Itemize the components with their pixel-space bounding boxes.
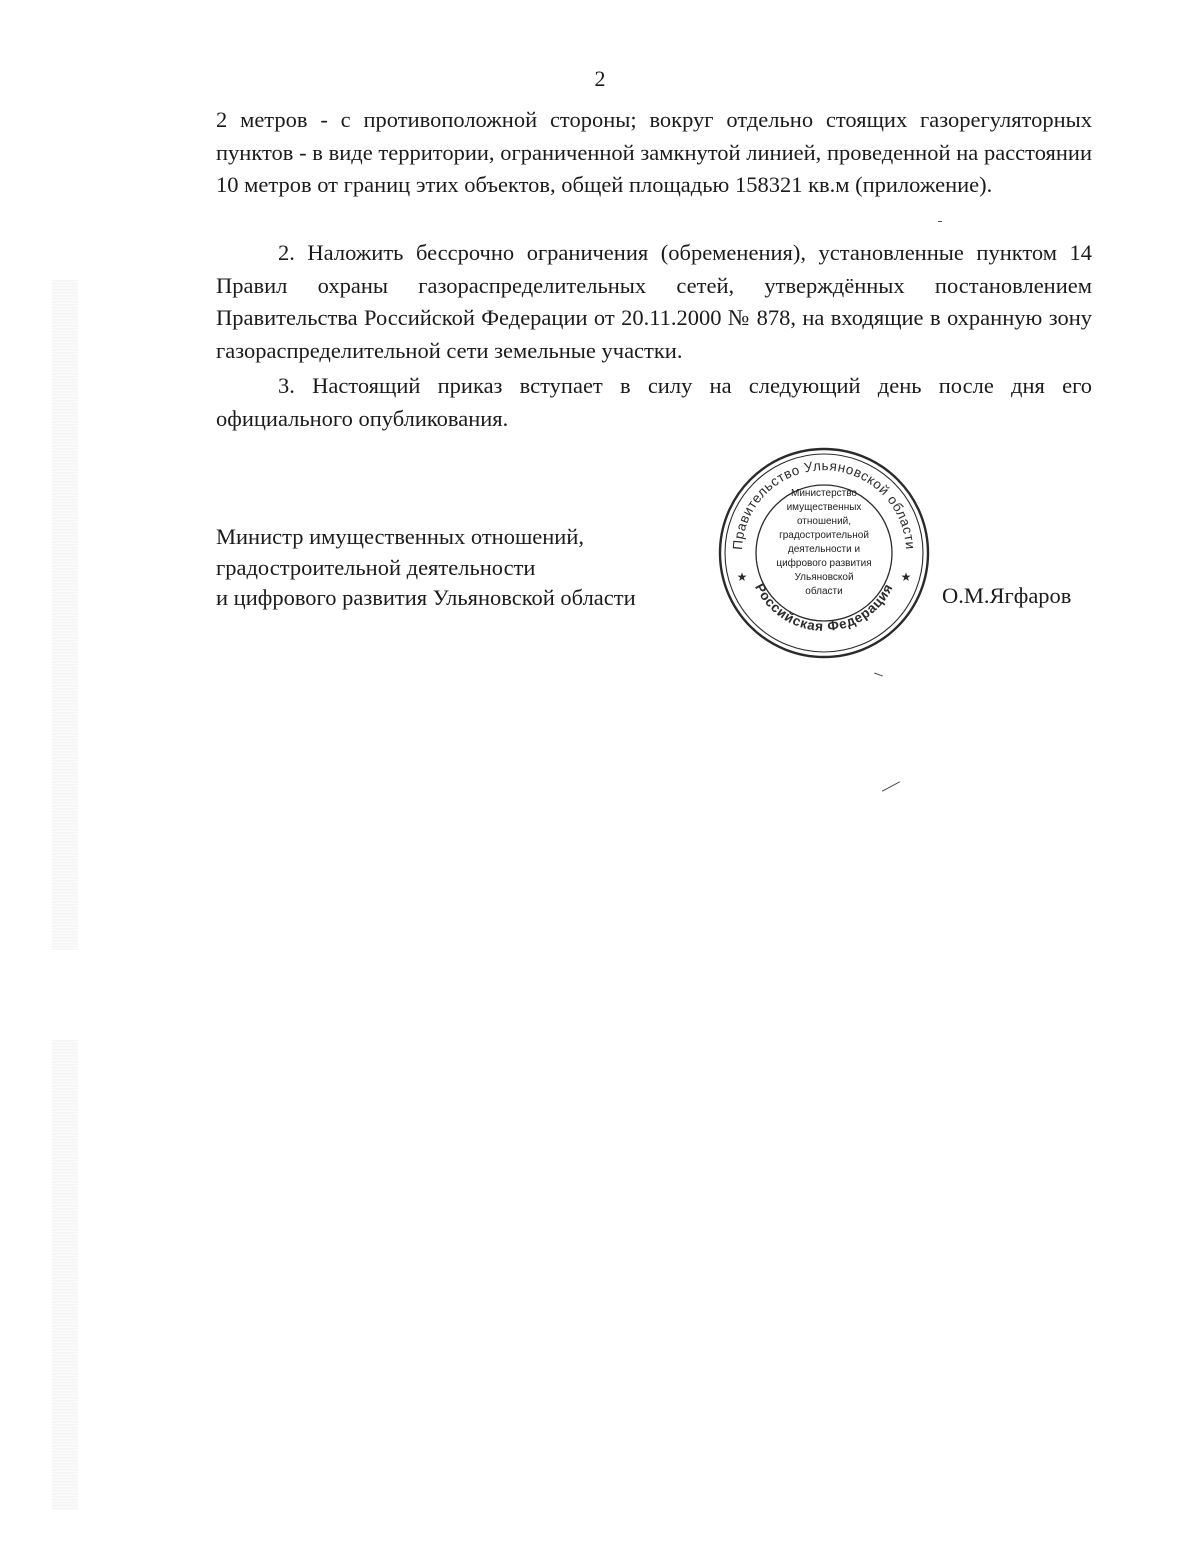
seal-center-text-line: Министерство bbox=[791, 488, 857, 499]
seal-center-text-line: цифрового развития bbox=[776, 558, 872, 569]
paragraph-item-3: 3. Настоящий приказ вступает в силу на следующий день после дня его официального опубликования. bbox=[216, 373, 1092, 431]
pen-stroke-mark bbox=[882, 781, 900, 792]
seal-center-text-line: деятельности и bbox=[787, 544, 861, 555]
official-seal bbox=[715, 444, 933, 662]
seal-star-right: ★ bbox=[900, 570, 912, 584]
signatory-position-line: Министр имущественных отношений, bbox=[216, 524, 585, 549]
pen-stroke-mark bbox=[938, 221, 942, 222]
seal-ring-text-top: Правительство Ульяновской области bbox=[729, 458, 919, 551]
seal-ring-text-bottom: Российская Федерация bbox=[752, 580, 896, 634]
seal-center-text-line: области bbox=[805, 586, 843, 597]
paragraph-continuation: 2 метров - с противоположной стороны; вокруг отдельно стоящих газорегуляторных пунктов - в виде территории, ограниченной замкнутой линией, проведенной на расстоянии 10 метров от границ этих объектов, общей площадью 158321 кв.м (приложение). bbox=[216, 107, 1092, 197]
seal-center-text-line: отношений, bbox=[796, 516, 852, 527]
pen-stroke-mark bbox=[874, 673, 883, 677]
seal-center-text-line: Ульяновской bbox=[794, 572, 854, 583]
signatory-name: О.М.Ягфаров bbox=[942, 583, 1072, 608]
signatory-position-line: градостроительной деятельности bbox=[216, 554, 536, 580]
seal-star-left: ★ bbox=[736, 570, 748, 584]
signatory-position bbox=[216, 522, 736, 614]
page-number: 2 bbox=[594, 66, 606, 91]
seal-center-text-line: имущественных bbox=[786, 502, 862, 513]
scan-edge-artifact-lower bbox=[52, 1040, 78, 1510]
seal-center-text-line: градостроительной bbox=[779, 530, 869, 541]
scan-edge-artifact-upper bbox=[52, 280, 78, 950]
paragraph-item-2: 2. Наложить бессрочно ограничения (обременения), установленные пунктом 14 Правил охраны газораспределительных сетей, утверждённых постановлением Правительства Российской Федерации от 20.11.2000 № 878, на входящие в охранную зону газораспределительной сети земельные участки. bbox=[216, 240, 1092, 363]
signatory-position-line: и цифрового развития Ульяновской области bbox=[216, 585, 636, 610]
